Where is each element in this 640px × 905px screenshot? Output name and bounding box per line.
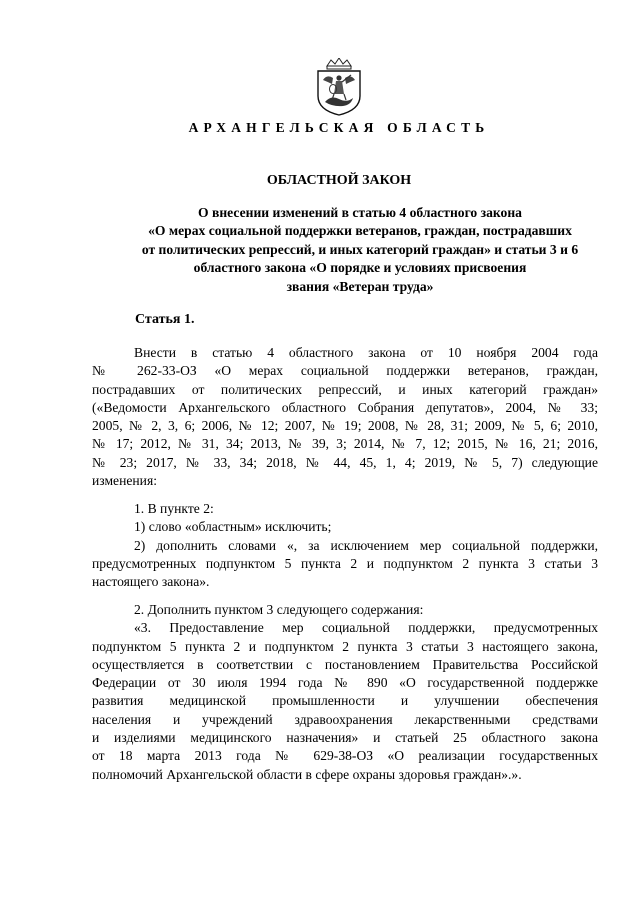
article-intro <box>92 344 598 490</box>
item-2-text-line: населения и учреждений здравоохранения лекарственными средствами <box>92 711 598 727</box>
item-2-text-line: «3. Предоставление мер социальной поддержки, предусмотренных <box>134 620 598 636</box>
item-2-heading: 2. Дополнить пунктом 3 следующего содержания: <box>134 602 424 617</box>
intro-line: № 17; 2012, № 31, 34; 2013, № 39, 3; 2014, № 7, 12; 2015, № 16, 21; 2016, <box>92 436 598 452</box>
item-2 <box>92 601 598 784</box>
region-name: АРХАНГЕЛЬСКАЯ ОБЛАСТЬ <box>188 120 490 135</box>
law-title-line: областного закона «О порядке и условиях присвоения <box>193 260 527 276</box>
item-2-text-line: от 18 марта 2013 года № 629-38-ОЗ «О реализации государственных <box>92 748 598 764</box>
arkhangelsk-coat-of-arms-icon <box>313 58 365 116</box>
law-title-line: звания «Ветеран труда» <box>286 278 434 294</box>
item-1 <box>92 500 598 591</box>
item-2-text-line: осуществляется в соответствии с постановлением Правительства Российской <box>92 656 598 672</box>
item-2-text-line: полномочий Архангельской области в сфере охраны здоровья граждан».». <box>92 766 522 782</box>
item-2-text-line: подпунктом 5 пункта 2 и подпунктом 2 пункта 3 статьи 3 настоящего закона, <box>92 638 598 654</box>
intro-line: № 262-33-ОЗ «О мерах социальной поддержки ветеранов, граждан, <box>92 363 598 379</box>
law-title <box>80 204 640 296</box>
law-title-line: от политических репрессий, и иных категорий граждан» и статьи 3 и 6 <box>141 241 579 257</box>
item-1-sub-2-line: 2) дополнить словами «, за исключением мер социальной поддержки, <box>134 537 598 553</box>
intro-line: («Ведомости Архангельского областного Собрания депутатов», 2004, № 33; <box>92 399 598 415</box>
intro-line: изменения: <box>92 473 157 489</box>
intro-line: пострадавших от политических репрессий, и иных категорий граждан» <box>92 381 598 397</box>
law-title-line: О внесении изменений в статью 4 областного закона <box>198 205 522 220</box>
intro-line: 2005, № 2, 3, 6; 2006, № 12; 2007, № 19; 2008, № 28, 31; 2009, № 5, 6; 2010, <box>92 418 598 434</box>
article-heading: Статья 1. <box>135 312 195 327</box>
law-kind: ОБЛАСТНОЙ ЗАКОН <box>266 173 412 188</box>
item-2-text-line: Федерации от 30 июля 1994 года № 890 «О государственной поддержке <box>92 675 598 691</box>
item-1-sub-2-line: настоящего закона». <box>92 574 210 590</box>
item-2-text-line: и изделиями медицинского назначения» и статьей 25 областного закона <box>92 730 598 746</box>
intro-line: Внести в статью 4 областного закона от 10 ноября 2004 года <box>134 345 598 360</box>
item-2-text-line: развития медицинской промышленности и улучшении обеспечения <box>92 693 598 709</box>
item-1-sub-1: 1) слово «областным» исключить; <box>134 519 332 535</box>
item-1-heading: 1. В пункте 2: <box>134 501 214 516</box>
intro-line: № 23; 2017, № 33, 34; 2018, № 44, 45, 1, 4; 2019, № 5, 7) следующие <box>92 454 598 470</box>
law-title-line: «О мерах социальной поддержки ветеранов, граждан, пострадавших <box>148 223 572 239</box>
item-1-sub-2-line: предусмотренных подпунктом 5 пункта 2 и подпунктом 2 пункта 3 статьи 3 <box>92 555 598 571</box>
